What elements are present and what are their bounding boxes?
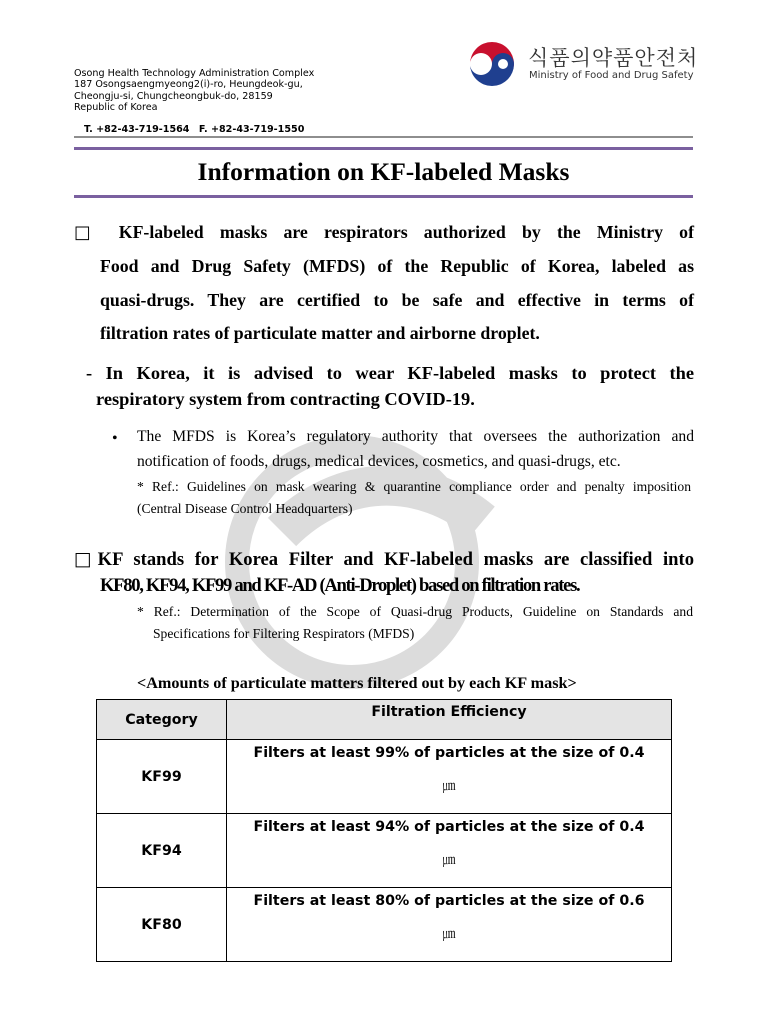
filtration-table [96, 699, 672, 962]
micrometer-unit: ㎛ [442, 927, 456, 942]
title-rule-bottom [74, 195, 693, 198]
micrometer-unit: ㎛ [442, 853, 456, 868]
table-row [97, 888, 672, 962]
dash-note-line: respiratory system from contracting COVID-19. [96, 389, 475, 409]
address-line: 187 Osongsaengmyeong2(i)-ro, Heungdeok-gu, [74, 79, 303, 91]
fax-number: F. +82-43-719-1550 [198, 124, 305, 135]
table-row [97, 814, 672, 888]
section1-line: Food and Drug Safety (MFDS) of the Republic of Korea, labeled as [100, 256, 694, 276]
table-caption: <Amounts of particulate matters filtered out by each KF mask> [137, 674, 577, 692]
efficiency-cell: Filters at least 99% of particles at the size of 0.4 ㎛ [227, 740, 672, 814]
address-line: Osong Health Technology Administration Complex [74, 68, 315, 79]
section2-line: KF80, KF94, KF99 and KF-AD (Anti-Droplet) based on filtration rates. [100, 575, 580, 596]
header-divider [74, 136, 693, 138]
table-header-row [97, 700, 672, 740]
dash-note-line: - In Korea, it is advised to wear KF-labeled masks to protect the [86, 363, 694, 383]
page-title: Information on KF-labeled Masks [197, 157, 570, 186]
reference-note-line: * Ref.: Determination of the Scope of Quasi-drug Products, Guideline on Standards and [137, 604, 693, 619]
category-cell: KF99 [97, 740, 227, 814]
section1-line: quasi-drugs. They are certified to be safe and effective in terms of [100, 290, 694, 310]
header-category: Category [97, 700, 227, 740]
reference-note-line: Specifications for Filtering Respirators (MFDS) [153, 626, 415, 641]
reference-note-line: * Ref.: Guidelines on mask wearing & quarantine compliance order and penalty imposition [137, 479, 691, 494]
logo-korean-text: 식품의약품안전처 [528, 46, 699, 70]
checkbox-icon: □ [74, 549, 98, 570]
title-rule-top [74, 147, 693, 150]
section1-line: □ KF-labeled masks are respirators authorized by the Ministry of [74, 222, 694, 243]
efficiency-cell: Filters at least 80% of particles at the size of 0.6 ㎛ [227, 888, 672, 962]
bullet-text-line: The MFDS is Korea’s regulatory authority that oversees the authorization and [137, 428, 694, 445]
contact-numbers [84, 124, 310, 135]
bullet-icon: • [112, 430, 118, 447]
address-line: Republic of Korea [74, 102, 158, 114]
table-row [97, 740, 672, 814]
checkbox-icon: □ [74, 222, 103, 243]
category-cell: KF80 [97, 888, 227, 962]
logo-english-text: Ministry of Food and Drug Safety [529, 70, 694, 81]
efficiency-cell: Filters at least 94% of particles at the size of 0.4 ㎛ [227, 814, 672, 888]
reference-note-line: (Central Disease Control Headquarters) [137, 501, 353, 516]
ministry-logo [468, 40, 698, 90]
address-block [74, 68, 314, 114]
bullet-text-line: notification of foods, drugs, medical devices, cosmetics, and quasi-drugs, etc. [137, 453, 621, 470]
address-line: Cheongju-si, Chungcheongbuk-do, 28159 [74, 90, 273, 102]
micrometer-unit: ㎛ [442, 779, 456, 794]
header-efficiency: Filtration Efficiency [227, 700, 672, 740]
phone-number: T. +82-43-719-1564 [84, 124, 190, 135]
section2-line: □KF stands for Korea Filter and KF-labeled masks are classified into [74, 549, 694, 570]
taegeuk-emblem-icon [468, 40, 516, 88]
category-cell: KF94 [97, 814, 227, 888]
section1-line: filtration rates of particulate matter and airborne droplet. [100, 323, 540, 343]
